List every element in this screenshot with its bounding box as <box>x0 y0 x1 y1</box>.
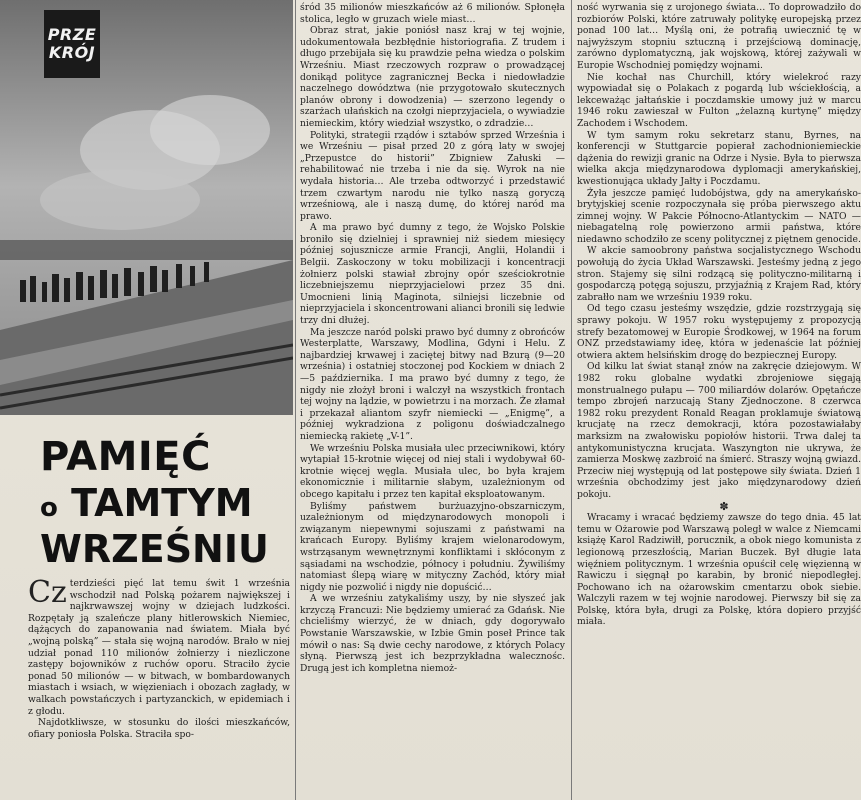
article-paragraph: Obraz strat, jakie poniósł nasz kraj w tej wojnie, udokumentowała bezbłędnie historiografia. Z trudem i długo przebijała się ku prawdzie pełna wiedza o polskim Wrześniu. Miast rzeczowych rozpraw o prowadzącej donikąd polityce zagranicznej Becka i niedowładzie naczelnego dowództwa (nie przygotowało skutecznych planów obrony i dowodzenia) — szerzono legendy o szarżach ułańskich na czołgi nieprzyjaciela, o wywiadzie niemieckim, który wiedział wszystko, o zdradzie… <box>300 25 565 129</box>
section-badge-line1: PRZE <box>47 25 97 44</box>
headline-line3: WRZEŚNIU <box>40 526 269 571</box>
column-rule-1 <box>295 0 296 800</box>
lead-column <box>28 575 290 740</box>
drop-cap: Cz <box>28 575 67 610</box>
article-paragraph: A we wrześniu zatykaliśmy uszy, by nie słyszeć jak krzyczą Francuzi: Nie będziemy umierać za Gdańsk. Nie chcieliśmy wierzyć, że w dniach, gdy dogorywało Powstanie Warszawskie, w Izbie Gmin poseł Prince tak mówił o nas: Są dwie cechy narodowe, z których Polacy słyną. Pierwszą jest ich bezprzykładna walecznośc. Drugą jest ich kompletna niemoż- <box>300 593 565 674</box>
headline-line1: PAMIĘĆ <box>40 434 211 480</box>
article-paragraph: śród 35 milionów mieszkańców aż 6 milionów. Spłonęła stolica, legło w gruzach wiele miast… <box>300 2 565 25</box>
article-column-2 <box>577 2 861 628</box>
article-paragraph: Od kilku lat świat stanął znów na zakręcie dziejowym. W 1982 roku globalne wydatki zbrojeniowe sięgają monstrualnego pułapu — 700 miliardów dolarów. Opętańcze tempo zbrojeń narzucają Stany Zjednoczone. 8 czerwca 1982 roku prezydent Ronald Reagan proklamuje światową krucjatę na rzecz demokracji, która pozostawiałaby marksizm na zwałowisku popiołów historii. Trwa dalej ta antykomunistyczna krucjata. Waszyngton nie ukrywa, że zamierza Moskwę zazbroić na śmierć. Straszy wojną gwiazd. Przeciw niej występują od lat postępowe siły świata. Dzień 1 września obchodzimy jest jako międzynarodowy dzień pokoju. <box>577 361 861 500</box>
article-paragraph: A ma prawo być dumny z tego, że Wojsko Polskie broniło się dzielniej i sprawniej niż siedem miesięcy później sojusznicze armie Francji, Anglii, Holandii i Belgii. Zaskoczony w toku mobilizacji i koncentracji żołnierz polski stawiał zbrojny opór sześciokrotnie liczebniejszemu nieprzyjacielowi przez 35 dni. Umocnieni linią Maginota, silniejsi liczebnie od nieprzyjaciela i skoncentrowani alianci bronili się ledwie trzy dni dłużej. <box>300 222 565 327</box>
article-headline <box>40 436 290 570</box>
section-separator: ✽ <box>719 499 729 513</box>
article-paragraph: W akcie samoobrony państwa socjalistycznego Wschodu powołują do życia Układ Warszawski. Jesteśmy jedną z jego stron. Stajemy się silni rodzącą się polityczno-militarną i gospodarczą potęgą sojuszu, przyjaźnią z Krajem Rad, który zabrałło nam we wrześniu 1939 roku. <box>577 245 861 303</box>
article-paragraph: Polityki, strategii rządów i sztabów sprzed Września i we Wrześniu — pisał przed 20 z górą laty w swojej „Przepustce do historii” Zbigniew Załuski — rehabilitować nie trzeba i nie da się. Wyrok na nie wydała historia… Ale trzeba odtworzyć i przedstawić trzem czwartym narodu nie tylko naszą goryczą wrześniową, ale i naszą dumę, do której naród ma prawo. <box>300 129 565 222</box>
headline-connector: o <box>40 493 58 523</box>
article-paragraph: Nie kochał nas Churchill, który wielekroć razy wypowiadał się o Polakach z pogardą lub wściekłością, a lekceważąc jałtańskie i poczdamskie umowy już w marcu 1946 roku zawieszał w Fulton „żelazną kurtynę” między Zachodem i Wschodem. <box>577 71 861 129</box>
lead-paragraph-2: Najdotkliwsze, w stosunku do ilości mieszkańców, ofiary poniosła Polska. Straciła spo- <box>28 717 290 740</box>
headline-line2-word: TAMTYM <box>71 481 253 525</box>
lead-paragraph-1 <box>28 575 290 717</box>
article-paragraph: Wracamy i wracać będziemy zawsze do tego dnia. 45 lat temu w Ożarowie pod Warszawą poległ w walce z Niemcami książę Karol Radziwiłł, porucznik, a obok niego komunista z legionową przeszłością, Marian Buczek. Był długie lata więźniem politycznym. 1 września opuścił celę więzienną w Rawiczu i sięgnął po karabin, by bronić niepodległej. Pochowano ich na ożarowskim cmentarzu obok siebie. Walczyli razem w tej wojnie narodowej. Pierwszy bił się za Polskę, która była, drugi za Polskę, która dopiero przyjść miała. <box>577 512 861 628</box>
section-badge <box>44 10 100 78</box>
section-badge-line2: KRÓJ <box>48 43 96 62</box>
article-paragraph: Żyła jeszcze pamięć ludobójstwa, gdy na amerykańsko-brytyjskiej scenie rozpoczynała się próba pierwszego aktu zimnej wojny. W Pakcie Północno-Atlantyckim — NATO — niebagatelną rolę powierzono armii państwa, które niedawno schodziło ze sceny politycznej z piętnem genocide. <box>577 187 861 245</box>
article-paragraph: W tym samym roku sekretarz stanu, Byrnes, na konferencji w Stuttgarcie popierał zachodnioniemieckie dążenia do rewizji granic na Odrze i Nysie. Była to pierwsza wielka akcja międzynarodowa dyplomacji amerykańskiej, kwestionująca układy Jałty i Poczdamu. <box>577 129 861 187</box>
article-paragraph: Ma jeszcze naród polski prawo być dumny z obrońców Westerplatte, Warszawy, Modlina, Gdyni i Helu. Z najbardziej krwawej i zaciętej bitwy nad Bzurą (9—20 września) i ostatniej stoczonej pod Kockiem w dniach 2—5 października. I ma prawo być dumny z tego, że nigdy nie złożył broni i walczył na wszystkich frontach tej wojny na lądzie, w powietrzu i na morzach. Że złamał i przekazał aliantom szyfr niemiecki — „Enigmę”, a później wykradziona z poligonu doświadczalnego niemiecką rakietę „V-1”. <box>300 326 565 442</box>
headline-line2 <box>40 481 290 525</box>
article-paragraph: Od tego czasu jesteśmy wszędzie, gdzie rozstrzygają się sprawy pokoju. W 1957 roku występujemy z propozycją strefy bezatomowej w Europie Środkowej, w 1964 na forum ONZ przedstawiamy ideę, która w jedenaście lat później otwiera aktem helsińskim drogę do bezpiecznej Europy. <box>577 303 861 361</box>
war-photograph <box>0 0 293 415</box>
article-column-1 <box>300 2 565 674</box>
column-rule-2 <box>571 0 572 800</box>
article-paragraph: Byliśmy państwem burżuazyjno-obszarniczym, uzależnionym od międzynarodowych monopoli i związanym niepewnymi sojuszami z państwami na krańcach Europy. Byliśmy krajem wielonarodowym, wstrząsanym wewnętrznymi konfliktami i skłóconym z sąsiadami na wschodzie, północy i południu. Żywiliśmy natomiast ślepą wiarę w mityczny Zachód, który miał nigdy nie pozwolić i nigdy nie dopuścić… <box>300 500 565 593</box>
lead-paragraph-1-text: terdzieści pięć lat temu świt 1 września wschodził nad Polską pożarem największej i najkrwawszej wojny w dziejach ludzkości. Rozpętały ją szaleńcze plany hitlerowskich Niemiec, dążących do zapanowania nad światem. Miała być „wojną polską” — stała się wojną narodów. Brało w niej udział ponad 110 milionów żołnierzy i niezliczone zastępy bojowników z ruchów oporu. Straciło życie ponad 50 milionów — w bitwach, w bombardowanych miastach i wsiach, w więzieniach i obozach zagłady, w walkach powstańczych i partyzanckich, w epidemiach i z głodu. <box>28 578 290 717</box>
article-paragraph: We wrześniu Polska musiała ulec przeciwnikowi, który wytapiał 15-krotnie więcej od niej stali i wydobywał 60-krotnie więcej węgla. Musiała ulec, bo była krajem ekonomicznie i militarnie słabym, uzależnionym od obcego kapitału i przez ten kapitał eksploatowanym. <box>300 442 565 500</box>
article-paragraph: ność wyrwania się z urojonego świata… To doprowadziło do rozbiorów Polski, które zatruwały politykę europejską przez ponad 100 lat… Myślą oni, że potrafią uwiecznić tę w najwyższym stopniu sztuczną i przejściową dominację, zarówno dyplomatyczną, jak wojskową, której zażywali w Europie Wschodniej pomiędzy wojnami. <box>577 2 861 71</box>
